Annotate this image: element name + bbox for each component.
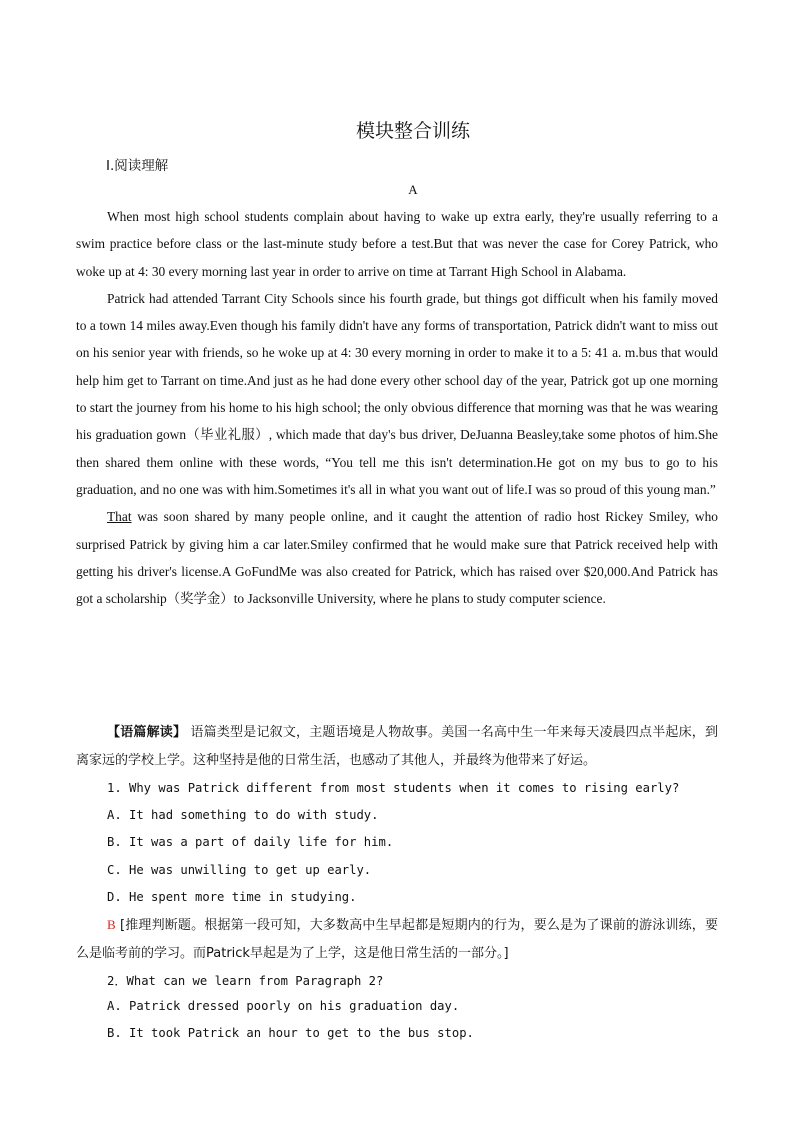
question-1-option-b: B. It was a part of daily life for him.	[107, 835, 394, 849]
page-title: 模块整合训练	[355, 120, 470, 142]
passage-paragraph-2: Patrick had attended Tarrant City Schools since his fourth grade, but things got difficult when his family moved to a town 14 miles away.Even though his family didn't have any forms of transportation, Patrick didn't want to miss out on his senior year with friends, so he woke up at 4: 30 every morning in order to make it to a 5: 41 a. m.bus that would help him get to Tarrant on time.And just as he had done every other school day of the year, Patrick got up one morning to start the journey from his home to his high school; the only obvious difference that morning was that he was wearing his graduation gown（毕业礼服）, which made that day's bus driver, DeJuanna Beasley,take some photos of him.She then shared them online with these words, “You tell me this isn't determination.He got on my bus to go to his graduation, and no one was with him.Sometimes it's all in what you want out of life.I was so proud of this young man.”	[76, 290, 718, 497]
question-2-option-a: A. Patrick dressed poorly on his graduation day.	[107, 999, 460, 1013]
question-1-explanation	[76, 911, 718, 967]
passage-paragraph-1: When most high school students complain about having to wake up extra early, they're usually referring to a swim practice before class or the last-minute study before a test.But that was never the case for Corey Patrick, who woke up at 4: 30 every morning last year in order to arrive on time at Tarrant High School in Alabama.	[76, 209, 718, 279]
reading-note-label: 【语篇解读】	[107, 725, 187, 740]
reading-note	[76, 719, 718, 774]
reading-note-text: 语篇类型是记叙文，主题语境是人物故事。美国一名高中生一年来每天凌晨四点半起床，到离家远的学校上学。这种坚持是他的日常生活，也感动了其他人，并最终为他带来了好运。	[76, 725, 718, 768]
section-heading: Ⅰ.阅读理解	[106, 158, 169, 174]
question-2-option-b: B. It took Patrick an hour to get to the bus stop.	[107, 1026, 474, 1040]
explanation-text: [推理判断题。根据第一段可知，大多数高中生早起都是短期内的行为，要么是为了课前的游泳训练，要么是临考前的学习。而Patrick早起是为了上学，这是他日常生活的一部分。]	[76, 918, 718, 961]
reading-passage	[76, 203, 718, 612]
question-2: 2．What can we learn from Paragraph 2?	[107, 974, 384, 988]
question-1: 1. Why was Patrick different from most students when it comes to rising early?	[107, 781, 680, 795]
passage-paragraph-3-text: was soon shared by many people online, and it caught the attention of radio host Rickey Smiley, who surprised Patrick by giving him a car later.Smiley confirmed that he would make sure that Patrick received help with getting his driver's license.A GoFundMe was also created for Patrick, which has raised over $20,000.And Patrick has got a scholarship（奖学金）to Jacksonville University, where he plans to study computer science.	[76, 509, 718, 607]
passage-label: A	[408, 182, 418, 197]
question-1-option-c: C. He was unwilling to get up early.	[107, 863, 372, 877]
question-1-option-d: D. He spent more time in studying.	[107, 890, 357, 904]
passage-paragraph-3	[76, 503, 718, 612]
question-1-option-a: A. It had something to do with study.	[107, 808, 379, 822]
underlined-word: That	[107, 509, 132, 525]
answer-letter: B	[107, 917, 116, 932]
